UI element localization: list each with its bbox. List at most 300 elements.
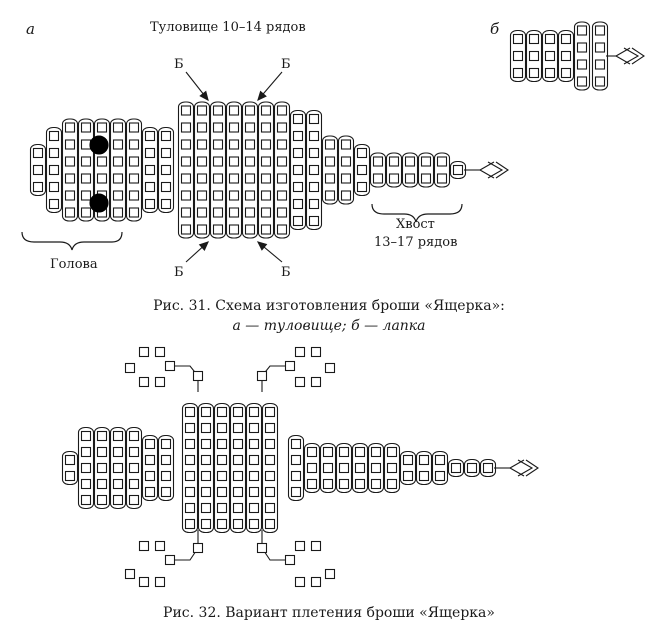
bead (388, 448, 397, 457)
bead (114, 140, 123, 149)
bead (546, 52, 555, 61)
bead (578, 26, 587, 35)
bead (218, 424, 227, 433)
eye-bead (90, 194, 108, 212)
bead (186, 408, 195, 417)
bead (98, 480, 107, 489)
bead (296, 542, 305, 551)
bead (218, 408, 227, 417)
bead (296, 578, 305, 587)
bead (198, 140, 207, 149)
bead (166, 556, 175, 565)
bead (246, 174, 255, 183)
bead (356, 464, 365, 473)
figure-31-caption-line2: а — туловище; б — лапка (232, 318, 426, 334)
bead (50, 132, 59, 141)
bead (182, 174, 191, 183)
bead (66, 208, 75, 217)
bead (324, 464, 333, 473)
bead (266, 408, 275, 417)
bead (250, 408, 259, 417)
arrow-head (200, 92, 208, 100)
bead (266, 440, 275, 449)
bead (140, 578, 149, 587)
bead (278, 225, 287, 234)
bead (234, 456, 243, 465)
bead (186, 456, 195, 465)
bead (198, 191, 207, 200)
wire-ends (616, 48, 644, 64)
bead (82, 174, 91, 183)
bead (294, 217, 303, 226)
wire-loop (215, 404, 230, 533)
bead (578, 60, 587, 69)
bead (278, 140, 287, 149)
bead (214, 225, 223, 234)
bead (214, 123, 223, 132)
bead (202, 408, 211, 417)
bead (404, 456, 413, 465)
bead (114, 174, 123, 183)
bead (262, 140, 271, 149)
bead (82, 496, 91, 505)
bead (452, 464, 461, 473)
bead (130, 496, 139, 505)
wire-loop (179, 102, 194, 238)
wire-loop (127, 119, 142, 221)
wire-loop (199, 404, 214, 533)
bead (182, 191, 191, 200)
bead (214, 157, 223, 166)
bead (218, 488, 227, 497)
bead (234, 408, 243, 417)
wire-loop (259, 102, 274, 238)
bead (98, 432, 107, 441)
bead (514, 35, 523, 44)
bead (82, 448, 91, 457)
bead (308, 464, 317, 473)
bead (250, 424, 259, 433)
bead (374, 174, 383, 183)
bead (82, 191, 91, 200)
bead (342, 140, 351, 149)
bead (312, 578, 321, 587)
bead (218, 520, 227, 529)
bead (230, 208, 239, 217)
bead (156, 542, 165, 551)
bead (182, 225, 191, 234)
bead (358, 166, 367, 175)
bead (324, 448, 333, 457)
bead (186, 440, 195, 449)
bead (114, 432, 123, 441)
bead (546, 35, 555, 44)
bead (292, 456, 301, 465)
bead (356, 480, 365, 489)
bead (162, 472, 171, 481)
bead (198, 157, 207, 166)
bead (182, 208, 191, 217)
bead (146, 200, 155, 209)
bead (326, 157, 335, 166)
bead (182, 123, 191, 132)
bead (292, 472, 301, 481)
bead (310, 183, 319, 192)
bead (292, 440, 301, 449)
bead (390, 157, 399, 166)
bead (294, 132, 303, 141)
bead (312, 542, 321, 551)
bead (66, 472, 75, 481)
bead (266, 488, 275, 497)
bead (162, 200, 171, 209)
bead (34, 166, 43, 175)
bead (182, 106, 191, 115)
bead (562, 52, 571, 61)
bead (130, 174, 139, 183)
bead (468, 464, 477, 473)
figure-32-caption: Рис. 32. Вариант плетения броши «Ящерка» (163, 605, 495, 621)
bead (126, 364, 135, 373)
wire-loop (195, 102, 210, 238)
bead (246, 191, 255, 200)
bead (258, 544, 267, 553)
bead (66, 123, 75, 132)
bead (390, 174, 399, 183)
bead (262, 123, 271, 132)
bead (484, 464, 493, 473)
bead (420, 456, 429, 465)
bead (278, 174, 287, 183)
bead (114, 208, 123, 217)
tail-rows-label: 13–17 рядов (374, 235, 458, 250)
bead (374, 157, 383, 166)
bead (278, 157, 287, 166)
marker-b-top-left: Б (174, 57, 184, 72)
bead (130, 140, 139, 149)
marker-b-bottom-right: Б (281, 265, 291, 280)
bead (262, 191, 271, 200)
bead (50, 200, 59, 209)
bead (50, 166, 59, 175)
bead (308, 448, 317, 457)
bead (66, 191, 75, 200)
bead (114, 157, 123, 166)
bead (82, 480, 91, 489)
bead (146, 183, 155, 192)
bead (278, 208, 287, 217)
bead (310, 200, 319, 209)
bead (194, 544, 203, 553)
bead (98, 157, 107, 166)
bead (262, 106, 271, 115)
bead (312, 378, 321, 387)
bead (326, 174, 335, 183)
bead (182, 157, 191, 166)
bead (250, 504, 259, 513)
bead (140, 378, 149, 387)
bead (296, 378, 305, 387)
bead (294, 183, 303, 192)
bead (98, 496, 107, 505)
bead (312, 348, 321, 357)
bead (194, 372, 203, 381)
bead (114, 480, 123, 489)
bead (340, 448, 349, 457)
bead (596, 26, 605, 35)
bead (214, 140, 223, 149)
bead (130, 157, 139, 166)
bead (82, 157, 91, 166)
bead (218, 472, 227, 481)
eye-bead (90, 136, 108, 154)
bead (186, 424, 195, 433)
bead (186, 472, 195, 481)
bead (438, 157, 447, 166)
wire-loop (275, 102, 290, 238)
bead (250, 440, 259, 449)
bead (388, 464, 397, 473)
bead (162, 488, 171, 497)
lizard-leg-scheme (511, 22, 645, 90)
panel-a-label: а (26, 20, 35, 38)
bead (406, 157, 415, 166)
bead (82, 123, 91, 132)
bead (530, 52, 539, 61)
bead (278, 106, 287, 115)
bead (214, 174, 223, 183)
bead (420, 472, 429, 481)
bead (114, 191, 123, 200)
bead (234, 504, 243, 513)
bead (114, 496, 123, 505)
bead (218, 440, 227, 449)
bead (98, 174, 107, 183)
wire-loop (183, 404, 198, 533)
bead (82, 140, 91, 149)
bead (246, 157, 255, 166)
bead (250, 456, 259, 465)
bead (166, 362, 175, 371)
bead (98, 448, 107, 457)
bead (294, 115, 303, 124)
bead (146, 149, 155, 158)
bead (388, 480, 397, 489)
bead (130, 480, 139, 489)
bead (66, 157, 75, 166)
bead (156, 348, 165, 357)
bead (202, 520, 211, 529)
bead (358, 149, 367, 158)
bead (404, 472, 413, 481)
bead (310, 115, 319, 124)
bead (50, 183, 59, 192)
bead (514, 69, 523, 78)
bead (146, 472, 155, 481)
bead (230, 225, 239, 234)
bead (342, 174, 351, 183)
bead (218, 504, 227, 513)
bead (372, 480, 381, 489)
bead (230, 174, 239, 183)
bead (202, 424, 211, 433)
bead (34, 183, 43, 192)
bead (50, 149, 59, 158)
bead (326, 364, 335, 373)
bead (266, 424, 275, 433)
bead (278, 123, 287, 132)
bead (372, 464, 381, 473)
marker-b-bottom-left: Б (174, 265, 184, 280)
bead (146, 488, 155, 497)
bead (130, 123, 139, 132)
bead (156, 378, 165, 387)
bead (262, 208, 271, 217)
head-brace (22, 232, 122, 250)
bead (358, 183, 367, 192)
bead (162, 456, 171, 465)
bead (326, 191, 335, 200)
bead (246, 208, 255, 217)
bead (202, 472, 211, 481)
bead (294, 200, 303, 209)
bead (198, 123, 207, 132)
bead (294, 166, 303, 175)
bead (66, 140, 75, 149)
bead (140, 348, 149, 357)
bead (296, 348, 305, 357)
bead (286, 362, 295, 371)
bead (292, 488, 301, 497)
bead (198, 225, 207, 234)
bead (422, 174, 431, 183)
bead (162, 440, 171, 449)
bead (340, 480, 349, 489)
tail-label: Хвост (396, 217, 435, 232)
bead (230, 106, 239, 115)
bead (182, 140, 191, 149)
bead (308, 480, 317, 489)
bead (214, 106, 223, 115)
bead (162, 183, 171, 192)
bead (294, 149, 303, 158)
panel-b-label: б (490, 20, 500, 38)
marker-b-top-right: Б (281, 57, 291, 72)
bead (230, 191, 239, 200)
bead (130, 448, 139, 457)
bead (234, 440, 243, 449)
bead (66, 456, 75, 465)
bead (310, 132, 319, 141)
bead (234, 424, 243, 433)
bead (326, 570, 335, 579)
bead (186, 504, 195, 513)
wire-loop (247, 404, 262, 533)
bead (230, 123, 239, 132)
body-rows-label: Туловище 10–14 рядов (150, 20, 306, 35)
bead (562, 35, 571, 44)
bead (578, 77, 587, 86)
bead (114, 123, 123, 132)
bead (286, 556, 295, 565)
bead (146, 166, 155, 175)
bead (198, 208, 207, 217)
bead (156, 578, 165, 587)
wire-loop (63, 119, 78, 221)
wire-loop (111, 119, 126, 221)
bead (266, 520, 275, 529)
bead (310, 166, 319, 175)
bead (250, 472, 259, 481)
bead (130, 191, 139, 200)
bead (596, 60, 605, 69)
bead (114, 448, 123, 457)
bead (596, 77, 605, 86)
bead (246, 123, 255, 132)
wire-loop (211, 102, 226, 238)
bead (186, 520, 195, 529)
bead (266, 504, 275, 513)
bead (34, 149, 43, 158)
bead (146, 132, 155, 141)
bead (596, 43, 605, 52)
bead (202, 504, 211, 513)
bead (162, 132, 171, 141)
bead (214, 208, 223, 217)
bead (342, 157, 351, 166)
bead (310, 149, 319, 158)
bead (130, 432, 139, 441)
wire-loop (231, 404, 246, 533)
bead (546, 69, 555, 78)
bead (436, 472, 445, 481)
bead (530, 35, 539, 44)
bead (278, 191, 287, 200)
bead (214, 191, 223, 200)
lizard-variant-scheme (63, 348, 539, 587)
bead (162, 149, 171, 158)
bead (66, 174, 75, 183)
bead (454, 166, 463, 175)
bead (82, 464, 91, 473)
bead (186, 488, 195, 497)
bead (140, 542, 149, 551)
bead (250, 488, 259, 497)
wire-loop (263, 404, 278, 533)
bead (146, 456, 155, 465)
bead (266, 472, 275, 481)
bead (230, 157, 239, 166)
bead (218, 456, 227, 465)
bead (246, 225, 255, 234)
bead (198, 174, 207, 183)
bead (98, 464, 107, 473)
bead (372, 448, 381, 457)
wire-loop (227, 102, 242, 238)
bead (82, 432, 91, 441)
bead (130, 208, 139, 217)
bead (436, 456, 445, 465)
bead (562, 69, 571, 78)
bead (356, 448, 365, 457)
head-label: Голова (50, 257, 98, 272)
bead (250, 520, 259, 529)
bead (514, 52, 523, 61)
bead (340, 464, 349, 473)
bead (246, 106, 255, 115)
figure-31-caption-line1: Рис. 31. Схема изготовления броши «Ящерка»: (153, 298, 505, 314)
bead (246, 140, 255, 149)
